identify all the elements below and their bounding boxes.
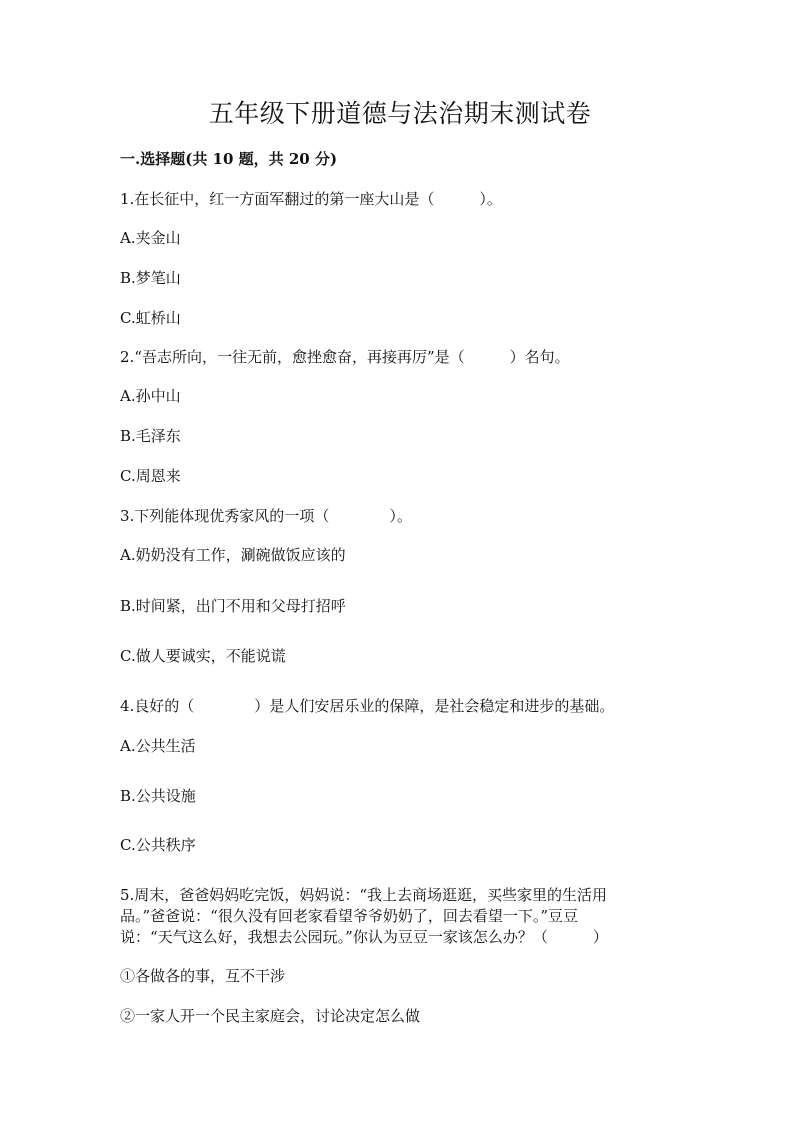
question-4-stem: 4.良好的（ ）是人们安居乐业的保障，是社会稳定和进步的基础。: [120, 697, 615, 715]
question-2-option-c: C.周恩来: [120, 467, 181, 485]
question-3-option-a: A.奶奶没有工作，涮碗做饭应该的: [120, 546, 346, 564]
page-title: 五年级下册道德与法治期末测试卷: [208, 99, 592, 128]
question-2-option-a: A.孙中山: [120, 387, 181, 405]
question-1-option-b: B.梦笔山: [120, 269, 181, 287]
section-heading: 一.选择题(共 10 题，共 20 分): [120, 150, 338, 168]
question-3-option-b: B.时间紧，出门不用和父母打招呼: [120, 597, 346, 615]
question-4-option-a: A.公共生活: [120, 737, 196, 755]
question-4-option-c: C.公共秩序: [120, 836, 196, 854]
question-4-option-b: B.公共设施: [120, 787, 196, 805]
question-5-stem-line-3: 说：“天气这么好，我想去公园玩。”你认为豆豆一家该怎么办？（ ）: [120, 928, 608, 946]
question-1-option-c: C.虹桥山: [120, 309, 181, 327]
question-3-option-c: C.做人要诚实，不能说谎: [120, 647, 286, 665]
question-5-stem: [120, 885, 665, 948]
question-2-stem: 2.“吾志所向，一往无前，愈挫愈奋，再接再厉”是（ ）名句。: [120, 348, 570, 366]
question-1-stem: 1.在长征中，红一方面军翻过的第一座大山是（ ）。: [120, 190, 502, 208]
question-5-option-2: ②一家人开一个民主家庭会，讨论决定怎么做: [120, 1007, 421, 1025]
question-5-stem-line-2: 品。”爸爸说：“很久没有回老家看望爷爷奶奶了，回去看望一下。”豆豆: [120, 907, 579, 925]
question-2-option-b: B.毛泽东: [120, 427, 181, 445]
question-3-stem: 3.下列能体现优秀家风的一项（ ）。: [120, 507, 412, 525]
question-5-stem-line-1: 5.周末，爸爸妈妈吃完饭，妈妈说：“我上去商场逛逛，买些家里的生活用: [120, 886, 607, 904]
question-5-option-1: ①各做各的事，互不干涉: [120, 967, 286, 985]
question-1-option-a: A.夹金山: [120, 229, 181, 247]
